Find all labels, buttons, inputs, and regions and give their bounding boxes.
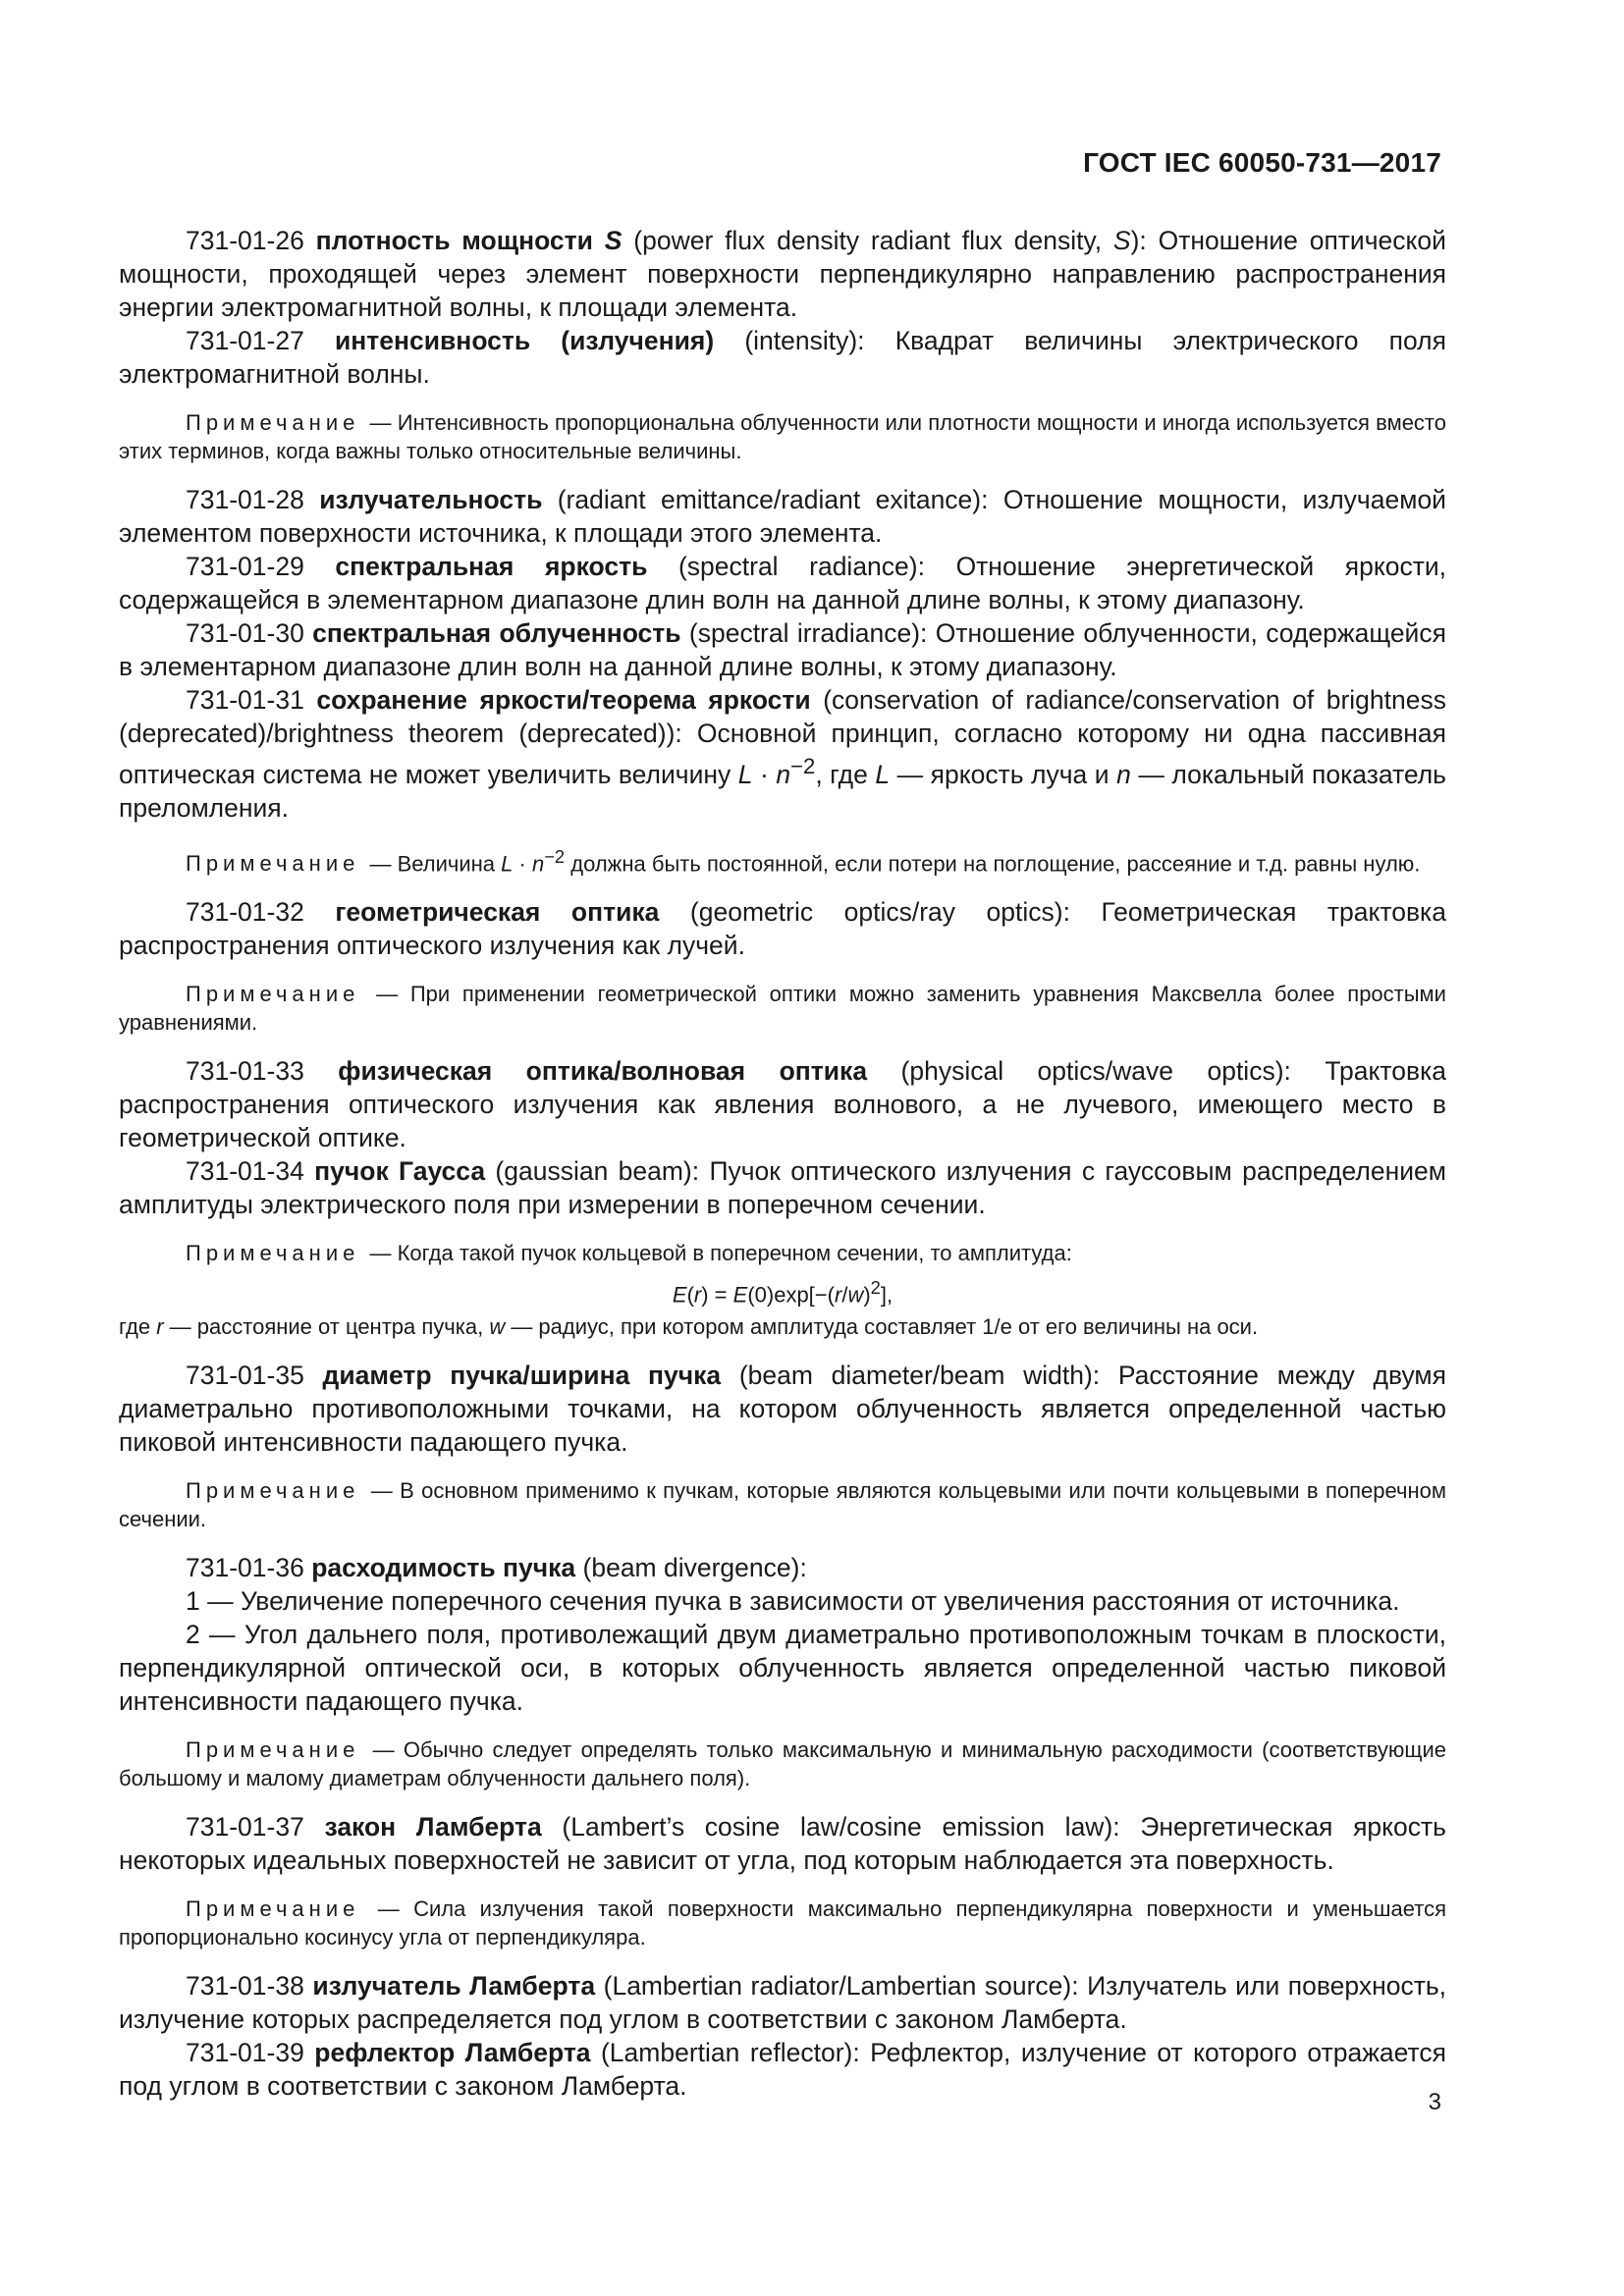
note-dash: — [377, 1896, 400, 1922]
entry-english: (power flux density radiant flux density, [633, 226, 1113, 255]
entry-731-01-34 [119, 1154, 1446, 1221]
formula-r: r [834, 1282, 842, 1308]
formula-E: E [672, 1282, 687, 1308]
entry-definition: Отношение оптической мощности, проходящей через элемент поверхности перпендикулярно направлению распространения энергии электромагнитной волны, к площади элемента. [119, 226, 1446, 322]
math-dot: · [752, 759, 777, 789]
math-exponent: −2 [544, 845, 566, 867]
entry-number: 731-01-28 [186, 485, 304, 514]
note-text: При применении геометрической оптики можно заменить уравнения Максвелла более простыми уравнениями. [119, 982, 1446, 1036]
math-symbol-L: L [737, 759, 753, 789]
note-text: Интенсивность пропорциональна облученности или плотности мощности и иногда используется вместо этих терминов, когда важны только относительные величины. [119, 410, 1446, 463]
note-text: Когда такой пучок кольцевой в поперечном сечении, то амплитуда: [397, 1241, 1072, 1266]
formula-slash: / [841, 1282, 848, 1308]
entry-number: 731-01-37 [186, 1812, 304, 1842]
entry-731-01-36 [119, 1551, 1446, 1584]
entry-731-01-30 [119, 616, 1446, 683]
entry-731-01-26 [119, 224, 1446, 324]
note-text: Величина [397, 851, 502, 877]
entry-english: (physical optics/wave optics): [900, 1056, 1291, 1087]
formula-explanation [119, 1312, 1446, 1341]
entry-731-01-38 [119, 1969, 1446, 2036]
formula-paren: ( [686, 1282, 694, 1308]
math-symbol-n: n [1116, 759, 1131, 789]
entry-term: интенсивность (излучения) [334, 326, 715, 355]
entry-number: 731-01-36 [186, 1553, 304, 1583]
entry-english: (spectral irradiance): [688, 618, 928, 648]
entry-number: 731-01-27 [186, 326, 304, 355]
note-text: В основном применимо к пучкам, которые являются кольцевыми или почти кольцевыми в поперечном сечении. [119, 1478, 1446, 1532]
entry-number: 731-01-35 [186, 1361, 304, 1391]
math-exponent: −2 [790, 754, 816, 778]
note-731-01-34 [119, 1239, 1446, 1267]
formula-E: E [732, 1282, 748, 1308]
entry-definition: Трактовка распространения оптического излучения как явления волнового, а не лучевого, имеющего место в геометрической оптике. [119, 1056, 1446, 1153]
entry-731-01-32 [119, 895, 1446, 962]
entry-definition: Энергетическая яркость некоторых идеальных поверхностей не зависит от угла, под которым наблюдается эта поверхность. [119, 1812, 1446, 1876]
explanation-r: r [156, 1314, 164, 1340]
entry-number: 731-01-38 [186, 1971, 304, 2002]
entry-number: 731-01-33 [186, 1056, 304, 1087]
formula-end: ], [880, 1282, 893, 1308]
formula-exp: (0)exp[−( [747, 1282, 835, 1308]
entry-term: спектральная яркость [335, 552, 648, 581]
entry-number: 731-01-39 [186, 2038, 304, 2068]
note-dash: — [372, 1737, 395, 1763]
note-label: Примечание [186, 851, 360, 877]
math-symbol-L: L [875, 759, 891, 789]
entry-731-01-28 [119, 483, 1446, 550]
note-731-01-37 [119, 1895, 1446, 1951]
note-dash: — [369, 851, 392, 877]
formula-r: r [693, 1282, 702, 1308]
gaussian-amplitude-formula [119, 1273, 1446, 1308]
note-text: Обычно следует определять только максимальную и минимальную расходимости (соответствующие большому и малому диаметрам облученности дальнего поля). [119, 1737, 1446, 1791]
entry-term: рефлектор Ламберта [314, 2038, 591, 2068]
explanation-text: — расстояние от центра пучка, [163, 1314, 490, 1340]
entry-term: пучок Гаусса [314, 1156, 486, 1187]
entry-english: (conservation of radiance/conservation of brightness (deprecated)/brightness theorem (deprecated)): [119, 685, 1446, 748]
entry-term: диаметр пучка/ширина пучка [322, 1361, 722, 1391]
standard-designation: ГОСТ IEC 60050-731—2017 [1083, 147, 1441, 178]
entry-term: сохранение яркости/теорема яркости [316, 685, 811, 715]
entry-english-end: ): [1130, 226, 1147, 255]
note-label: Примечание [186, 1241, 360, 1266]
entry-term: геометрическая оптика [335, 897, 660, 928]
note-dash: — [376, 982, 399, 1007]
document-body [119, 224, 1446, 2103]
entry-number: 731-01-30 [186, 618, 304, 648]
formula-w: w [847, 1282, 864, 1308]
entry-definition-cont: — яркость луча и [890, 759, 1117, 789]
entry-definition: Отношение мощности, излучаемой элементом поверхности источника, к площади этого элемента. [119, 485, 1446, 548]
page-number: 3 [1428, 2089, 1441, 2115]
explanation-text: — радиус, при котором амплитуда составляет 1/e от его величины на оси. [505, 1314, 1259, 1340]
entry-english: (beam divergence): [582, 1553, 807, 1583]
note-text: Сила излучения такой поверхности максимально перпендикулярна поверхности и уменьшается пропорционально косинусу угла от перпендикуляра. [119, 1896, 1446, 1950]
math-dot: · [513, 851, 532, 877]
entry-term: закон Ламберта [324, 1812, 542, 1842]
note-731-01-36 [119, 1735, 1446, 1792]
formula-square: 2 [870, 1277, 881, 1299]
note-label: Примечание [186, 1478, 360, 1504]
formula-paren-close: ) [863, 1282, 871, 1308]
entry-term: спектральная облученность [312, 618, 681, 648]
entry-english: (gaussian beam): [495, 1156, 700, 1187]
entry-term: излучатель Ламберта [312, 1971, 596, 2002]
entry-number: 731-01-34 [186, 1156, 304, 1187]
entry-731-01-37 [119, 1810, 1446, 1877]
note-label: Примечание [186, 1896, 360, 1922]
entry-731-01-31 [119, 683, 1446, 825]
math-symbol-n: n [776, 759, 791, 789]
entry-definition: Отношение облученности, содержащейся в элементарном диапазоне длин волн на данной длине волны, к этому диапазону. [119, 618, 1446, 681]
explanation-text: где [119, 1314, 157, 1340]
note-text-cont: должна быть постоянной, если потери на поглощение, рассеяние и т.д. равны нулю. [565, 851, 1421, 877]
note-731-01-31 [119, 842, 1446, 878]
entry-definition: Отношение энергетической яркости, содержащейся в элементарном диапазоне длин волн на данной длине волны, к этому диапазону. [119, 552, 1446, 614]
entry-definition: Рефлектор, излучение от которого отражается под углом в соответствии с законом Ламберта. [119, 2038, 1446, 2102]
note-dash: — [369, 410, 392, 435]
entry-number: 731-01-32 [186, 897, 304, 928]
entry-english: (spectral radiance): [677, 552, 925, 581]
entry-english: (Lambertian radiator/Lambertian source): [603, 1971, 1079, 2002]
entry-731-01-35 [119, 1359, 1446, 1459]
entry-731-01-27 [119, 324, 1446, 391]
entry-term: плотность мощности [315, 226, 593, 255]
entry-english: (radiant emittance/radiant exitance): [557, 485, 989, 514]
entry-term: физическая оптика/волновая оптика [338, 1056, 868, 1087]
entry-731-01-29 [119, 550, 1446, 616]
note-731-01-27 [119, 408, 1446, 465]
entry-definition: Излучатель или поверхность, излучение которых распределяется под углом в соответствии с законом Ламберта. [119, 1971, 1446, 2035]
entry-english-symbol: S [1112, 226, 1131, 255]
entry-number: 731-01-26 [186, 226, 304, 255]
entry-definition-cont: — локальный показатель преломления. [119, 759, 1446, 823]
entry-definition: Квадрат величины электрического поля электромагнитной волны. [119, 326, 1446, 389]
note-label: Примечание [186, 1737, 360, 1763]
entry-english: (geometric optics/ray optics): [689, 897, 1070, 928]
entry-english: (Lambertian reflector): [600, 2038, 860, 2068]
entry-731-01-36-meaning-1: 1 — Увеличение поперечного сечения пучка в зависимости от увеличения расстояния от источника. [186, 1586, 1400, 1617]
entry-term: расходимость пучка [311, 1553, 576, 1583]
math-symbol-L: L [501, 851, 514, 877]
entry-definition: Расстояние между двумя диаметрально противоположными точками, на котором облученность является определенной частью пиковой интенсивности падающего пучка. [119, 1361, 1446, 1458]
entry-term: излучательность [319, 485, 543, 514]
entry-definition: Геометрическая трактовка распространения оптического излучения как лучей. [119, 897, 1446, 961]
entry-number: 731-01-29 [186, 552, 304, 581]
formula-equals: ) = [701, 1282, 733, 1308]
entry-definition: Пучок оптического излучения с гауссовым распределением амплитуды электрического поля при измерении в поперечном сечении. [119, 1156, 1446, 1220]
entry-731-01-36-meaning-2: 2 — Угол дальнего поля, противолежащий двум диаметрально противоположным точкам в плоскости, перпендикулярной оптической оси, в которых облученность является определенной частью пиковой интенсивности падающего пучка. [119, 1620, 1446, 1717]
entry-number: 731-01-31 [186, 685, 304, 715]
note-dash: — [370, 1478, 393, 1504]
entry-definition-cont: , где [815, 759, 876, 789]
entry-definition: Основной принцип, согласно которому ни одна пассивная оптическая система не может увеличить величину [119, 719, 1446, 789]
entry-731-01-33 [119, 1054, 1446, 1154]
entry-english: (intensity): [744, 326, 865, 355]
note-label: Примечание [186, 410, 360, 435]
entry-english: (beam diameter/beam width): [738, 1361, 1101, 1391]
note-731-01-32 [119, 980, 1446, 1037]
note-label: Примечание [186, 982, 360, 1007]
note-731-01-35 [119, 1476, 1446, 1533]
math-symbol-n: n [531, 851, 545, 877]
entry-731-01-39 [119, 2036, 1446, 2103]
entry-english: (Lambert’s cosine law/cosine emission law): [562, 1812, 1120, 1842]
explanation-w: w [489, 1314, 506, 1340]
entry-symbol: S [604, 226, 623, 255]
note-dash: — [369, 1241, 392, 1266]
